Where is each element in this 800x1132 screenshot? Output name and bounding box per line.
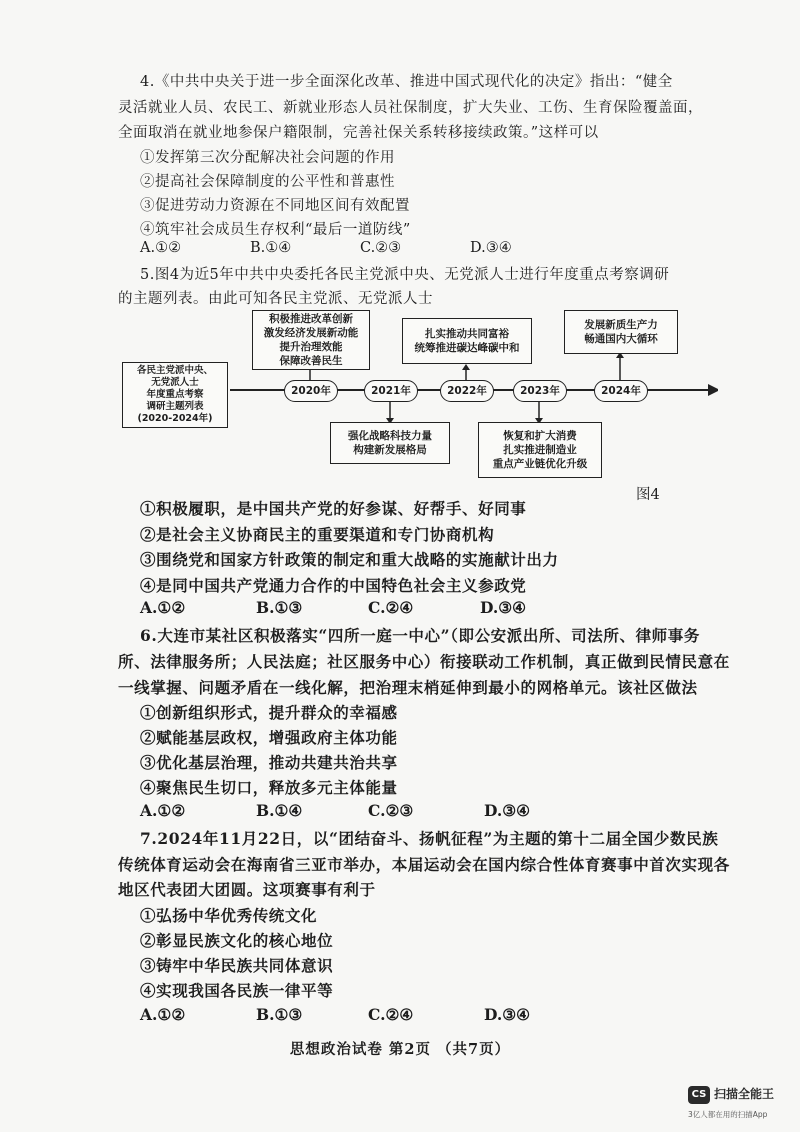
q7-choice-c: C.②④ xyxy=(368,1005,414,1024)
topic-box-2021 xyxy=(330,422,450,464)
connector-2022-arrow xyxy=(462,364,470,370)
q5-choice-d: D.③④ xyxy=(480,598,527,617)
q5-option-4: ④是同中国共产党通力合作的中国特色社会主义参政党 xyxy=(140,576,527,595)
q4-choice-a: A.①② xyxy=(140,240,182,256)
scanner-app-name: 扫描全能王 xyxy=(714,1087,775,1101)
q7-choice-d: D.③④ xyxy=(484,1005,531,1024)
q5-option-3: ③围绕党和国家方针政策的制定和重大战略的实施献计出力 xyxy=(140,550,559,569)
q5-choice-a: A.①② xyxy=(140,598,186,617)
topic-2023-line-1: 恢复和扩大消费 xyxy=(503,430,577,442)
title-box-line-5: (2020-2024年) xyxy=(137,413,213,424)
q6-stem-line-1: 6.大连市某社区积极落实“四所一庭一中心”（即公安派出所、司法所、律师事务 xyxy=(140,626,700,645)
q7-stem-line-1: 7.2024年11月22日，以“团结奋斗、扬帆征程”为主题的第十二届全国少数民族 xyxy=(140,829,719,848)
q5-stem-line-1: 5.图4为近5年中共中央委托各民主党派中央、无党派人士进行年度重点考察调研 xyxy=(140,267,670,283)
q5-option-1: ①积极履职，是中国共产党的好参谋、好帮手、好同事 xyxy=(140,499,527,518)
q4-choice-c: C.②③ xyxy=(360,240,402,256)
q6-choice-d: D.③④ xyxy=(484,801,531,820)
topic-2022-line-1: 扎实推动共同富裕 xyxy=(425,328,509,340)
scanner-logo-icon: CS xyxy=(688,1086,710,1104)
title-box xyxy=(122,362,228,428)
q7-option-4: ④实现我国各民族一律平等 xyxy=(140,981,334,1000)
q4-stem-line-1: 4.《中共中央关于进一步全面深化改革、推进中国式现代化的决定》指出：“健全 xyxy=(140,74,673,90)
q6-stem-line-2: 所、法律服务所；人民法庭；社区服务中心）衔接联动工作机制，真正做到民情民意在 xyxy=(118,652,730,671)
q4-choice-b: B.①④ xyxy=(250,240,292,256)
q4-stem-line-2: 灵活就业人员、农民工、新就业形态人员社保制度，扩大失业、工伤、生育保险覆盖面， xyxy=(118,100,703,116)
topic-2022-line-2: 统筹推进碳达峰碳中和 xyxy=(414,342,520,354)
topic-2020-line-3: 提升治理效能 xyxy=(279,341,343,353)
topic-2021-line-1: 强化战略科技力量 xyxy=(348,430,432,442)
q4-stem-line-3: 全面取消在就业地参保户籍限制，完善社保关系转移接续政策。”这样可以 xyxy=(118,125,599,141)
title-box-line-4: 调研主题列表 xyxy=(146,401,204,412)
q5-option-2: ②是社会主义协商民主的重要渠道和专门协商机构 xyxy=(140,525,495,544)
topic-2020-line-4: 保障改善民生 xyxy=(279,355,343,367)
q4-option-1: ①发挥第三次分配解决社会问题的作用 xyxy=(140,150,395,166)
title-box-line-1: 各民主党派中央、 xyxy=(136,365,213,376)
q7-choice-b: B.①③ xyxy=(256,1005,303,1024)
scanner-app-tagline: 3亿人都在用的扫描App xyxy=(688,1110,768,1119)
q6-option-2: ②赋能基层政权，增强政府主体功能 xyxy=(140,728,398,747)
topic-2021-line-2: 构建新发展格局 xyxy=(353,444,427,456)
q6-option-4: ④聚焦民生切口，释放多元主体能量 xyxy=(140,778,398,797)
q6-choice-b: B.①④ xyxy=(256,801,303,820)
title-box-line-3: 年度重点考察 xyxy=(146,389,204,400)
q4-option-4: ④筑牢社会成员生存权利“最后一道防线” xyxy=(140,222,411,238)
title-box-line-2: 无党派人士 xyxy=(151,377,199,388)
q7-stem-line-3: 地区代表团大团圆。这项赛事有利于 xyxy=(118,880,376,899)
timeline-diagram xyxy=(118,306,718,488)
q6-option-1: ①创新组织形式，提升群众的幸福感 xyxy=(140,703,398,722)
q4-option-2: ②提高社会保障制度的公平性和普惠性 xyxy=(140,174,395,190)
year-2021: 2021年 xyxy=(364,380,418,402)
q6-choice-a: A.①② xyxy=(140,801,186,820)
q7-stem-line-2: 传统体育运动会在海南省三亚市举办，本届运动会在国内综合性体育赛事中首次实现各 xyxy=(118,855,730,874)
q6-option-3: ③优化基层治理，推动共建共治共享 xyxy=(140,753,398,772)
topic-2023-line-3: 重点产业链优化升级 xyxy=(492,458,588,470)
q5-choice-b: B.①③ xyxy=(256,598,303,617)
topic-2020-line-2: 激发经济发展新动能 xyxy=(263,327,359,339)
q5-stem-line-2: 的主题列表。由此可知各民主党派、无党派人士 xyxy=(118,291,433,307)
topic-2024-line-2: 畅通国内大循环 xyxy=(584,333,658,345)
year-2020: 2020年 xyxy=(284,380,338,402)
figure-label: 图4 xyxy=(636,487,660,503)
q6-choice-c: C.②③ xyxy=(368,801,414,820)
topic-box-2024 xyxy=(564,310,678,354)
q4-choice-d: D.③④ xyxy=(470,240,512,256)
q6-stem-line-3: 一线掌握、问题矛盾在一线化解，把治理末梢延伸到最小的网格单元。该社区做法 xyxy=(118,678,698,697)
page-footer: 思想政治试卷 第2页 （共7页） xyxy=(289,1041,511,1058)
timeline-arrowhead xyxy=(708,384,718,396)
topic-2024-line-1: 发展新质生产力 xyxy=(584,319,658,331)
q4-option-3: ③促进劳动力资源在不同地区间有效配置 xyxy=(140,198,410,214)
year-2023: 2023年 xyxy=(513,380,567,402)
topic-box-2020 xyxy=(252,310,370,370)
topic-2020-line-1: 积极推进改革创新 xyxy=(269,313,353,325)
q7-choice-a: A.①② xyxy=(140,1005,186,1024)
q5-choice-c: C.②④ xyxy=(368,598,414,617)
q7-option-2: ②彰显民族文化的核心地位 xyxy=(140,931,334,950)
q7-option-3: ③铸牢中华民族共同体意识 xyxy=(140,956,334,975)
topic-2023-line-2: 扎实推进制造业 xyxy=(503,444,577,456)
topic-box-2023 xyxy=(478,422,602,478)
year-2024: 2024年 xyxy=(594,380,648,402)
year-2022: 2022年 xyxy=(440,380,494,402)
topic-box-2022 xyxy=(402,318,532,364)
q7-option-1: ①弘扬中华优秀传统文化 xyxy=(140,906,318,925)
